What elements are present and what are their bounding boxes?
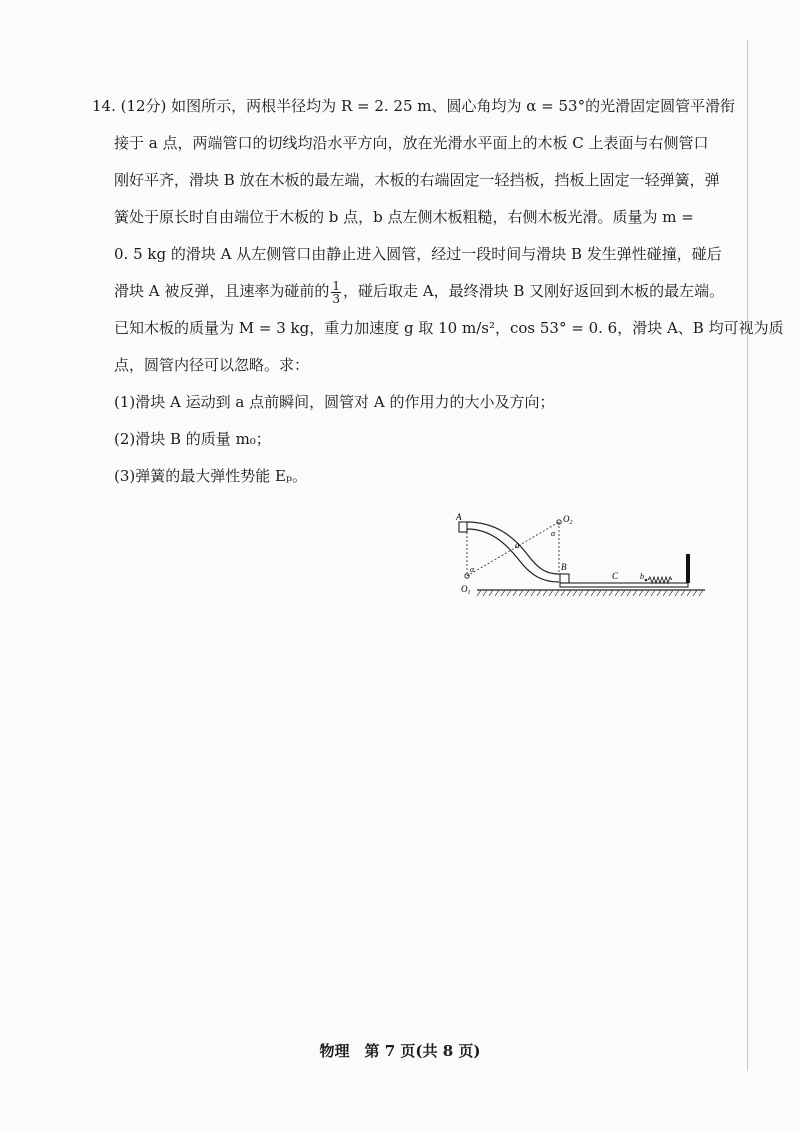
scan-edge-line [747,40,748,1071]
spring [648,577,672,583]
label-A: A [456,512,462,522]
label-b: b [640,572,644,581]
baffle [686,554,690,583]
physics-diagram [455,512,715,607]
ground-hatching [477,590,703,596]
label-O2: $O_2$ [563,514,573,526]
tube-upper-wall [467,522,559,574]
question-1: (1)滑块 A 运动到 a 点前瞬间，圆管对 A 的作用力的大小及方向； [114,393,555,411]
question-3: (3)弹簧的最大弹性势能 Eₚ。 [114,467,307,485]
problem-14 [92,88,784,495]
board-C [560,583,688,587]
radius-O1-a [467,522,559,576]
tube-lower-wall [467,529,559,582]
problem-line-1: 14. (12分) 如图所示，两根半径均为 R = 2. 25 m、圆心角均为 α = 53°的光滑固定圆管平滑衔 [92,97,736,115]
problem-line-4: 簧处于原长时自由端位于木板的 b 点，b 点左侧木板粗糙，右侧木板光滑。质量为 m = [114,208,694,226]
point-b-dot [645,579,648,582]
block-B [560,574,569,583]
fraction-denominator: 3 [332,291,341,306]
label-a: a [515,540,520,550]
problem-line-5: 0. 5 kg 的滑块 A 从左侧管口由静止进入圆管，经过一段时间与滑块 B 发生弹性碰撞，碰后 [114,245,722,263]
fraction-numerator: 1 [332,278,341,293]
block-A [459,522,467,532]
label-B: B [561,562,567,572]
problem-line-6 [92,273,732,310]
problem-line-7: 已知木板的质量为 M = 3 kg，重力加速度 g 取 10 m/s²，cos 53° = 0. 6，滑块 A、B 均可视为质 [114,319,784,337]
label-O1: $O_1$ [461,584,471,596]
problem-line-8: 点，圆管内径可以忽略。求： [114,356,310,374]
fraction-one-third [331,280,341,305]
page-footer: 物理 第 7 页(共 8 页) [319,1042,481,1060]
problem-line-3: 刚好平齐，滑块 B 放在木板的最左端，木板的右端固定一轻挡板，挡板上固定一轻弹簧，弹 [114,171,720,189]
label-alpha-O1: α [470,565,475,574]
line6-after: ，碰后取走 A，最终滑块 B 又刚好返回到木板的最左端。 [343,282,725,300]
question-2: (2)滑块 B 的质量 m₀； [114,430,271,448]
label-alpha-O2: α [551,529,556,538]
problem-line-2: 接于 a 点，两端管口的切线均沿水平方向，放在光滑水平面上的木板 C 上表面与右侧管口 [114,134,709,152]
label-C: C [612,571,619,581]
line6-before: 滑块 A 被反弹，且速率为碰前的 [114,282,330,300]
